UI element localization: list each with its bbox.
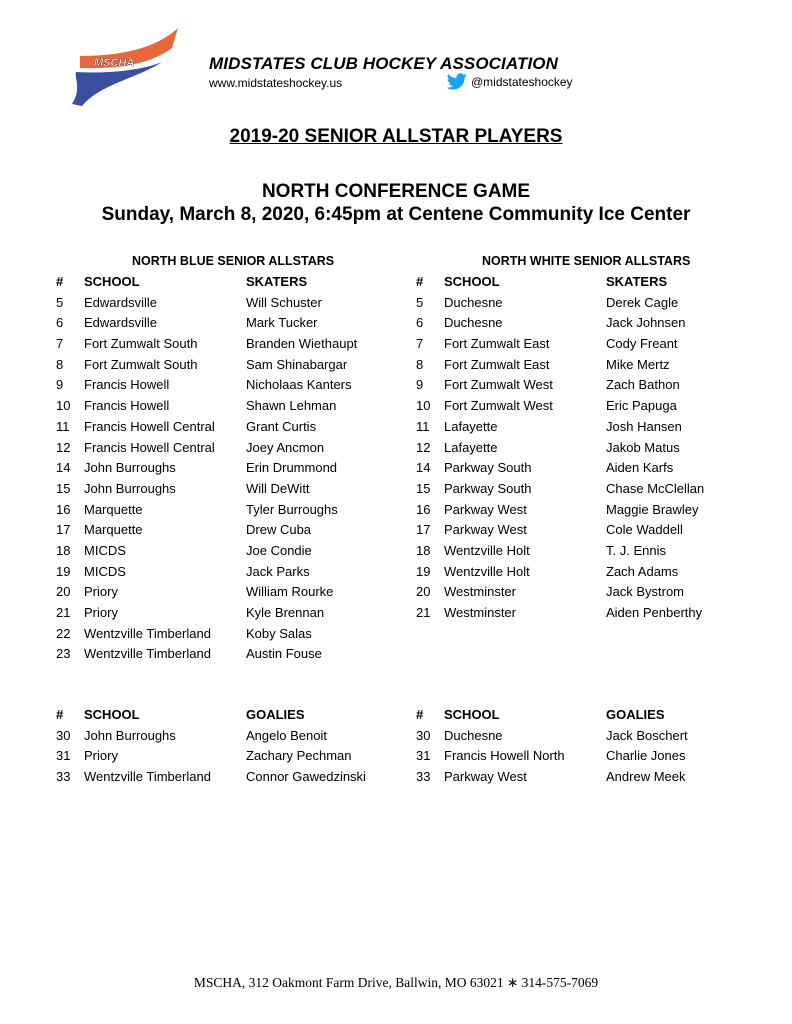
school-cell: Fort Zumwalt East — [444, 356, 550, 372]
number-cell: 20 — [56, 584, 71, 600]
school-cell: Fort Zumwalt West — [444, 398, 553, 414]
player-cell: Jack Parks — [246, 563, 310, 579]
game-title: NORTH CONFERENCE GAME — [261, 181, 531, 202]
player-cell: GOALIES — [606, 707, 665, 722]
player-cell: Austin Fouse — [246, 646, 322, 662]
school-cell: Wentzville Timberland — [84, 646, 211, 662]
school-cell: Francis Howell — [84, 377, 170, 393]
player-cell: Mike Mertz — [606, 356, 670, 372]
mscha-logo — [70, 26, 180, 108]
school-cell: Parkway West — [444, 522, 527, 538]
school-cell: John Burroughs — [84, 727, 176, 743]
number-cell: 17 — [416, 522, 431, 538]
player-cell: SKATERS — [606, 274, 668, 289]
page-title — [0, 126, 792, 148]
number-cell: 33 — [416, 769, 431, 785]
number-cell: # — [416, 274, 424, 289]
player-cell: Joey Ancmon — [246, 439, 325, 455]
player-cell: Andrew Meek — [606, 769, 686, 785]
number-cell: 8 — [416, 356, 424, 372]
number-cell: # — [416, 707, 424, 722]
player-cell: SKATERS — [246, 274, 308, 289]
number-cell: 22 — [56, 625, 71, 641]
player-cell: Angelo Benoit — [246, 727, 327, 743]
school-cell: Parkway South — [444, 480, 532, 496]
player-cell: Joe Condie — [246, 542, 312, 558]
number-cell: 30 — [56, 727, 71, 743]
player-cell: Eric Papuga — [606, 398, 677, 414]
player-cell: Jakob Matus — [606, 439, 680, 455]
player-cell: Jack Boschert — [606, 727, 688, 743]
player-cell: T. J. Ennis — [606, 542, 666, 558]
number-cell: 18 — [56, 542, 71, 558]
school-cell: Parkway West — [444, 769, 527, 785]
school-cell: SCHOOL — [84, 274, 140, 289]
school-cell: Lafayette — [444, 439, 498, 455]
number-cell: 12 — [416, 439, 431, 455]
number-cell: 5 — [56, 294, 64, 310]
school-cell: Edwardsville — [84, 315, 157, 331]
school-cell: Duchesne — [444, 315, 503, 331]
number-cell: 12 — [56, 439, 71, 455]
school-cell: Fort Zumwalt South — [84, 356, 198, 372]
number-cell: 15 — [416, 480, 431, 496]
school-cell: Priory — [84, 584, 118, 600]
player-cell: Derek Cagle — [606, 294, 679, 310]
school-cell: MICDS — [84, 563, 126, 579]
school-cell: SCHOOL — [444, 274, 500, 289]
number-cell: 7 — [56, 336, 64, 352]
number-cell: 11 — [416, 418, 430, 434]
player-cell: Aiden Karfs — [606, 460, 674, 476]
player-cell: Kyle Brennan — [246, 605, 325, 620]
school-cell: Westminster — [444, 605, 516, 620]
player-cell: Nicholaas Kanters — [246, 377, 352, 393]
player-cell: Erin Drummond — [246, 460, 338, 476]
player-cell: GOALIES — [246, 707, 305, 722]
number-cell: 20 — [416, 584, 431, 600]
school-cell: SCHOOL — [444, 707, 500, 722]
school-cell: John Burroughs — [84, 460, 176, 476]
school-cell: Francis Howell Central — [84, 418, 215, 434]
number-cell: 7 — [416, 336, 424, 352]
player-cell: Cole Waddell — [606, 522, 683, 538]
player-cell: Branden Wiethaupt — [246, 336, 358, 352]
number-cell: 18 — [416, 542, 431, 558]
school-cell: Priory — [84, 605, 118, 620]
player-cell: Aiden Penberthy — [606, 605, 703, 620]
number-cell: 23 — [56, 646, 71, 662]
game-info: Sunday, March 8, 2020, 6:45pm at Centene Community Ice Center — [101, 204, 691, 225]
twitter-bird-icon — [447, 73, 467, 90]
school-cell: Wentzville Holt — [444, 563, 530, 579]
number-cell: 10 — [416, 398, 431, 414]
number-cell: 6 — [416, 315, 424, 331]
number-cell: 9 — [416, 377, 424, 393]
school-cell: Duchesne — [444, 727, 503, 743]
logo-text: MSCHA — [94, 57, 135, 69]
player-cell: Zachary Pechman — [246, 748, 352, 764]
twitter-handle-group[interactable] — [447, 73, 573, 90]
school-cell: Wentzville Holt — [444, 542, 530, 558]
player-cell: Sam Shinabargar — [246, 356, 348, 372]
school-cell: Priory — [84, 748, 118, 764]
number-cell: # — [56, 707, 64, 722]
number-cell: 6 — [56, 315, 64, 331]
number-cell: 31 — [416, 748, 431, 764]
player-cell: Will DeWitt — [246, 480, 310, 496]
player-cell: Cody Freant — [606, 336, 678, 352]
player-cell: Zach Adams — [606, 563, 679, 579]
number-cell: 21 — [56, 605, 71, 620]
school-cell: Fort Zumwalt West — [444, 377, 553, 393]
number-cell: 8 — [56, 356, 64, 372]
number-cell: # — [56, 274, 64, 289]
school-cell: Parkway West — [444, 501, 527, 517]
school-cell: Wentzville Timberland — [84, 769, 211, 785]
player-cell: Grant Curtis — [246, 418, 317, 434]
number-cell: 19 — [56, 563, 71, 579]
school-cell: Marquette — [84, 522, 143, 538]
white-team-heading: NORTH WHITE SENIOR ALLSTARS — [482, 254, 691, 268]
number-cell: 30 — [416, 727, 431, 743]
player-cell: Maggie Brawley — [606, 501, 699, 517]
number-cell: 16 — [56, 501, 71, 517]
page-title-text: 2019-20 SENIOR ALLSTAR PLAYERS — [229, 126, 563, 147]
player-cell: Tyler Burroughs — [246, 501, 338, 517]
number-cell: 33 — [56, 769, 71, 785]
player-cell: Mark Tucker — [246, 315, 318, 331]
player-cell: Chase McClellan — [606, 480, 705, 496]
player-cell: Charlie Jones — [606, 748, 686, 764]
number-cell: 21 — [416, 605, 431, 620]
player-cell: Jack Johnsen — [606, 315, 686, 331]
school-cell: Francis Howell North — [444, 748, 565, 764]
school-cell: Fort Zumwalt South — [84, 336, 198, 352]
number-cell: 19 — [416, 563, 431, 579]
school-cell: Fort Zumwalt East — [444, 336, 550, 352]
school-cell: John Burroughs — [84, 480, 176, 496]
school-cell: Francis Howell — [84, 398, 170, 414]
school-cell: Lafayette — [444, 418, 498, 434]
org-name: MIDSTATES CLUB HOCKEY ASSOCIATION — [209, 54, 558, 73]
school-cell: Edwardsville — [84, 294, 157, 310]
player-cell: Shawn Lehman — [246, 398, 337, 414]
number-cell: 11 — [56, 418, 70, 434]
player-cell: Drew Cuba — [246, 522, 312, 538]
school-cell: SCHOOL — [84, 707, 140, 722]
player-cell: Zach Bathon — [606, 377, 680, 393]
number-cell: 31 — [56, 748, 71, 764]
player-cell: William Rourke — [246, 584, 334, 600]
school-cell: Duchesne — [444, 294, 503, 310]
blue-team-heading: NORTH BLUE SENIOR ALLSTARS — [132, 254, 335, 268]
player-cell: Will Schuster — [246, 294, 322, 310]
player-cell: Connor Gawedzinski — [246, 769, 366, 785]
number-cell: 14 — [416, 460, 431, 476]
website-link[interactable]: www.midstateshockey.us — [209, 76, 343, 90]
school-cell: MICDS — [84, 542, 126, 558]
school-cell: Parkway South — [444, 460, 532, 476]
footer-address: MSCHA, 312 Oakmont Farm Drive, Ballwin, MO 63021 ∗ 314-575-7069 — [193, 975, 599, 990]
school-cell: Wentzville Timberland — [84, 625, 211, 641]
school-cell: Westminster — [444, 584, 516, 600]
school-cell: Marquette — [84, 501, 143, 517]
number-cell: 9 — [56, 377, 64, 393]
school-cell: Francis Howell Central — [84, 439, 215, 455]
player-cell: Josh Hansen — [606, 418, 682, 434]
number-cell: 16 — [416, 501, 431, 517]
number-cell: 15 — [56, 480, 71, 496]
number-cell: 14 — [56, 460, 71, 476]
twitter-handle: @midstateshockey — [471, 74, 573, 89]
player-cell: Koby Salas — [246, 625, 312, 641]
number-cell: 10 — [56, 398, 71, 414]
player-cell: Jack Bystrom — [606, 584, 685, 600]
number-cell: 17 — [56, 522, 71, 538]
number-cell: 5 — [416, 294, 424, 310]
